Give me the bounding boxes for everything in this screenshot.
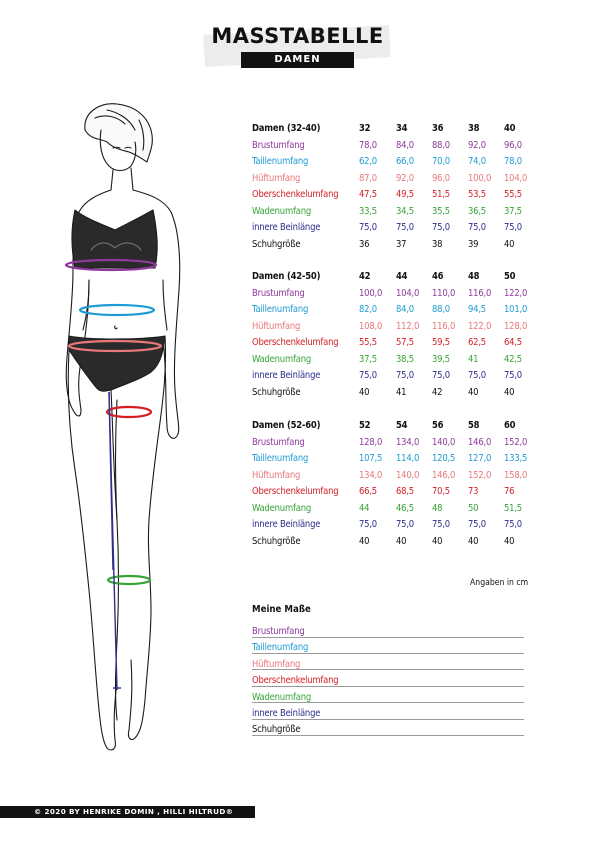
cell-value: 40 <box>504 238 515 250</box>
cell-value: 49,5 <box>396 189 414 200</box>
cell-value: 127,0 <box>468 453 492 464</box>
body-figure-illustration <box>55 100 255 760</box>
cell-value: 48 <box>432 502 443 514</box>
cell-value: 37,5 <box>504 205 522 217</box>
cell-value: 38,5 <box>396 353 414 365</box>
cell-value: 40 <box>504 386 515 398</box>
row-label: innere Beinlänge <box>252 370 321 381</box>
cell-value: 40 <box>359 386 370 398</box>
cell-value: 34,5 <box>396 205 414 217</box>
cell-value: 75,0 <box>432 222 450 233</box>
row-label: innere Beinlänge <box>252 222 321 233</box>
cell-value: 134,0 <box>396 436 420 448</box>
cell-value: 75,0 <box>396 519 414 530</box>
cell-value: 40 <box>396 535 407 547</box>
table-header-label: Damen (32-40) <box>252 123 321 134</box>
cell-value: 57,5 <box>396 337 414 348</box>
my-taillenumfang-field[interactable]: Taillenumfang <box>252 638 524 654</box>
cell-value: 36 <box>359 238 370 250</box>
cell-value: 104,0 <box>396 287 420 299</box>
cell-value: 40 <box>504 535 515 547</box>
cell-value: 36,5 <box>468 205 486 217</box>
my-innere-beinlaenge-field[interactable]: innere Beinlänge <box>252 704 524 720</box>
page-title: MASSTABELLE <box>211 24 384 48</box>
row-label: Wadenumfang <box>252 353 312 365</box>
cell-value: 96,0 <box>504 139 522 151</box>
cell-value: 152,0 <box>468 469 492 481</box>
cell-value: 110,0 <box>432 287 456 299</box>
cell-value: 128,0 <box>359 436 383 448</box>
cell-value: 70,5 <box>432 486 450 497</box>
cell-value: 62,0 <box>359 156 377 167</box>
cell-value: 152,0 <box>504 436 528 448</box>
cell-value: 116,0 <box>468 287 492 299</box>
cell-value: 122,0 <box>504 287 528 299</box>
size-header: 56 <box>432 420 444 431</box>
cell-value: 133,5 <box>504 453 528 464</box>
row-label: Taillenumfang <box>252 453 309 464</box>
row-label: Hüftumfang <box>252 172 301 184</box>
cell-value: 70,0 <box>432 156 450 167</box>
cell-value: 75,0 <box>504 222 522 233</box>
copyright-footer: © 2020 BY HENRIKE DOMIN , HILLI HILTRUD® <box>0 806 255 818</box>
cell-value: 47,5 <box>359 189 377 200</box>
cell-value: 75,0 <box>359 222 377 233</box>
row-label: Oberschenkelumfang <box>252 486 339 497</box>
row-label: Hüftumfang <box>252 320 301 332</box>
cell-value: 92,0 <box>396 172 414 184</box>
cell-value: 87,0 <box>359 172 377 184</box>
cell-value: 40 <box>468 386 479 398</box>
my-oberschenkelumfang-field[interactable]: Oberschenkelumfang <box>252 671 524 687</box>
cell-value: 158,0 <box>504 469 528 481</box>
cell-value: 51,5 <box>504 502 522 514</box>
page-subtitle: DAMEN <box>241 52 354 68</box>
cell-value: 76 <box>504 486 515 497</box>
cell-value: 75,0 <box>504 370 522 381</box>
my-brustumfang-field[interactable]: Brustumfang <box>252 622 524 638</box>
cell-value: 112,0 <box>396 320 420 332</box>
row-label: Oberschenkelumfang <box>252 189 339 200</box>
cell-value: 116,0 <box>432 320 456 332</box>
cell-value: 64,5 <box>504 337 522 348</box>
cell-value: 75,0 <box>468 222 486 233</box>
cell-value: 75,0 <box>432 370 450 381</box>
cell-value: 33,5 <box>359 205 377 217</box>
row-label: Hüftumfang <box>252 469 301 481</box>
cell-value: 94,5 <box>468 304 486 315</box>
cell-value: 35,5 <box>432 205 450 217</box>
size-header: 52 <box>359 420 371 431</box>
my-schuhgroesse-field[interactable]: Schuhgröße <box>252 720 524 736</box>
cell-value: 84,0 <box>396 304 414 315</box>
cell-value: 75,0 <box>504 519 522 530</box>
row-label: Schuhgröße <box>252 535 301 547</box>
cell-value: 120,5 <box>432 453 456 464</box>
cell-value: 108,0 <box>359 320 383 332</box>
cell-value: 39,5 <box>432 353 450 365</box>
size-header: 54 <box>396 420 408 431</box>
cell-value: 50 <box>468 502 479 514</box>
cell-value: 92,0 <box>468 139 486 151</box>
row-label: innere Beinlänge <box>252 519 321 530</box>
row-label: Schuhgröße <box>252 386 301 398</box>
row-label: Wadenumfang <box>252 205 312 217</box>
cell-value: 122,0 <box>468 320 492 332</box>
my-measurements-form <box>252 604 524 737</box>
cell-value: 78,0 <box>504 156 522 167</box>
size-header: 34 <box>396 123 408 134</box>
row-label: Taillenumfang <box>252 156 309 167</box>
cell-value: 104,0 <box>504 172 528 184</box>
cell-value: 40 <box>432 535 443 547</box>
cell-value: 101,0 <box>504 304 528 315</box>
cell-value: 66,0 <box>396 156 414 167</box>
cell-value: 78,0 <box>359 139 377 151</box>
cell-value: 140,0 <box>396 469 420 481</box>
size-header: 44 <box>396 271 408 282</box>
size-header: 36 <box>432 123 444 134</box>
cell-value: 55,5 <box>359 337 377 348</box>
row-label: Brustumfang <box>252 436 305 448</box>
cell-value: 59,5 <box>432 337 450 348</box>
size-header: 32 <box>359 123 371 134</box>
cell-value: 42,5 <box>504 353 522 365</box>
cell-value: 84,0 <box>396 139 414 151</box>
cell-value: 75,0 <box>432 519 450 530</box>
row-label: Wadenumfang <box>252 502 312 514</box>
cell-value: 128,0 <box>504 320 528 332</box>
cell-value: 37 <box>396 238 407 250</box>
cell-value: 73 <box>468 486 479 497</box>
size-header: 40 <box>504 123 516 134</box>
cell-value: 55,5 <box>504 189 522 200</box>
size-header: 58 <box>468 420 480 431</box>
row-label: Brustumfang <box>252 287 305 299</box>
size-header: 42 <box>359 271 371 282</box>
cell-value: 75,0 <box>396 222 414 233</box>
row-label: Oberschenkelumfang <box>252 337 339 348</box>
cell-value: 140,0 <box>432 436 456 448</box>
my-wadenumfang-field[interactable]: Wadenumfang <box>252 688 524 704</box>
cell-value: 134,0 <box>359 469 383 481</box>
cell-value: 38 <box>432 238 443 250</box>
size-header: 46 <box>432 271 444 282</box>
cell-value: 51,5 <box>432 189 450 200</box>
cell-value: 107,5 <box>359 453 383 464</box>
cell-value: 88,0 <box>432 139 450 151</box>
table-header-label: Damen (52-60) <box>252 420 321 431</box>
cell-value: 44 <box>359 502 370 514</box>
size-header: 50 <box>504 271 516 282</box>
cell-value: 75,0 <box>359 370 377 381</box>
cell-value: 75,0 <box>396 370 414 381</box>
cell-value: 74,0 <box>468 156 486 167</box>
cell-value: 114,0 <box>396 453 420 464</box>
cell-value: 100,0 <box>468 172 492 184</box>
cell-value: 96,0 <box>432 172 450 184</box>
cell-value: 37,5 <box>359 353 377 365</box>
cell-value: 62,5 <box>468 337 486 348</box>
cell-value: 146,0 <box>468 436 492 448</box>
row-label: Brustumfang <box>252 139 305 151</box>
cell-value: 41 <box>468 353 479 365</box>
cell-value: 68,5 <box>396 486 414 497</box>
size-header: 38 <box>468 123 480 134</box>
cell-value: 42 <box>432 386 443 398</box>
cell-value: 39 <box>468 238 479 250</box>
row-label: Schuhgröße <box>252 238 301 250</box>
size-header: 48 <box>468 271 480 282</box>
cell-value: 40 <box>359 535 370 547</box>
row-label: Taillenumfang <box>252 304 309 315</box>
cell-value: 100,0 <box>359 287 383 299</box>
units-note: Angaben in cm <box>470 578 529 588</box>
cell-value: 66,5 <box>359 486 377 497</box>
cell-value: 75,0 <box>468 519 486 530</box>
cell-value: 75,0 <box>359 519 377 530</box>
cell-value: 88,0 <box>432 304 450 315</box>
cell-value: 82,0 <box>359 304 377 315</box>
cell-value: 75,0 <box>468 370 486 381</box>
table-header-label: Damen (42-50) <box>252 271 321 282</box>
my-hueftumfang-field[interactable]: Hüftumfang <box>252 655 524 671</box>
size-header: 60 <box>504 420 516 431</box>
cell-value: 46,5 <box>396 502 414 514</box>
cell-value: 146,0 <box>432 469 456 481</box>
cell-value: 53,5 <box>468 189 486 200</box>
cell-value: 41 <box>396 386 407 398</box>
my-measurements-title: Meine Maße <box>252 604 311 615</box>
cell-value: 40 <box>468 535 479 547</box>
